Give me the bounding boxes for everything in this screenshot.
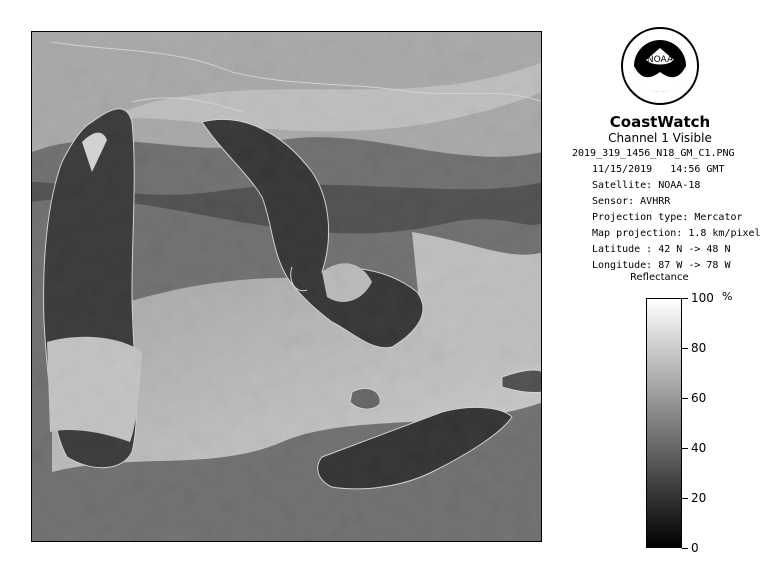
map-projection: Map projection: 1.8 km/pixel xyxy=(592,228,761,239)
legend-tick xyxy=(682,348,688,349)
legend-tick-label: 100 xyxy=(691,291,714,305)
legend-tick-label: 40 xyxy=(691,441,707,455)
legend-tick-label: 60 xyxy=(691,391,707,405)
map-svg xyxy=(32,32,542,542)
legend-unit: % xyxy=(722,290,733,303)
legend-tick-label: 0 xyxy=(691,541,699,555)
legend-tick xyxy=(682,298,688,299)
svg-text:NOAA: NOAA xyxy=(646,55,674,65)
legend-title: Reflectance xyxy=(630,272,689,283)
app-title: CoastWatch xyxy=(609,113,711,131)
legend-tick xyxy=(682,398,688,399)
satellite: Satellite: NOAA-18 xyxy=(592,180,701,191)
projection-type: Projection type: Mercator xyxy=(592,212,743,223)
satellite-image xyxy=(31,31,542,542)
noaa-seal-icon xyxy=(620,26,700,106)
legend-tick xyxy=(682,548,688,549)
noaa-logo xyxy=(620,26,700,106)
legend-tick xyxy=(682,448,688,449)
legend-tick-label: 80 xyxy=(691,341,707,355)
texture-overlay xyxy=(32,32,542,542)
reflectance-colorbar xyxy=(646,298,682,548)
datetime xyxy=(592,164,724,175)
longitude-range: Longitude: 87 W -> 78 W xyxy=(592,260,731,271)
latitude-range: Latitude : 42 N -> 48 N xyxy=(592,244,731,255)
channel-label: Channel 1 Visible xyxy=(608,131,712,145)
legend-tick xyxy=(682,498,688,499)
filename: 2019_319_1456_N18_GM_C1.PNG xyxy=(572,148,735,159)
date: 11/15/2019 xyxy=(592,164,653,175)
legend-tick-label: 20 xyxy=(691,491,707,505)
sensor: Sensor: AVHRR xyxy=(592,196,671,207)
time: 14:56 GMT xyxy=(670,164,725,175)
